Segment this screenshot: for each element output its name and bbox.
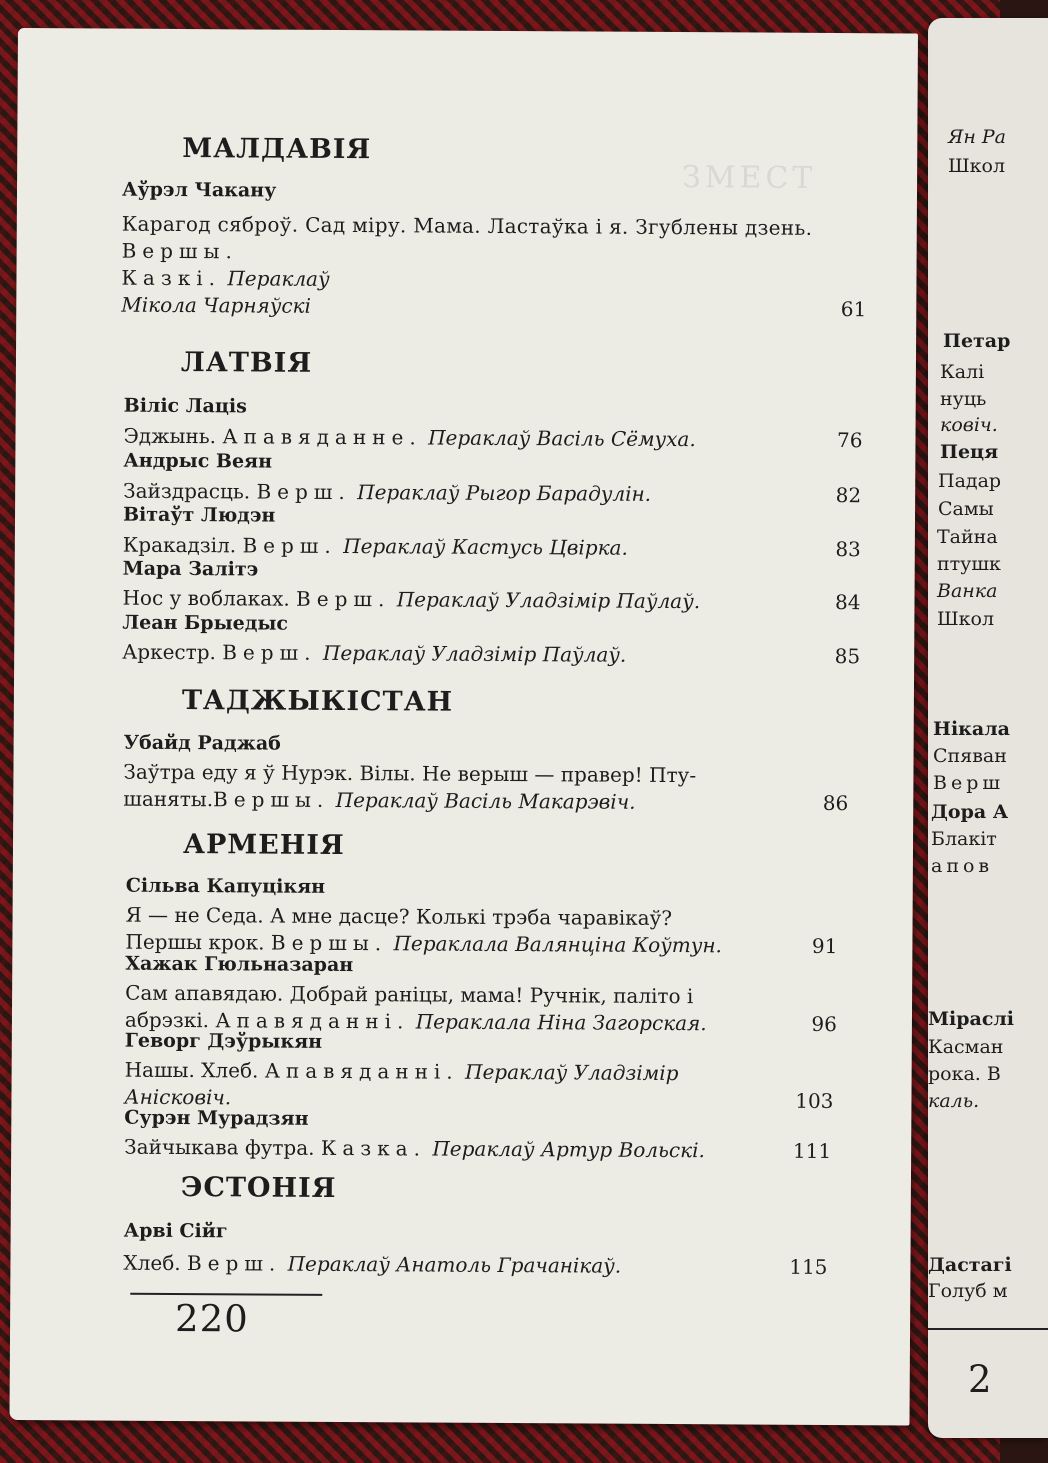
facing-line: Міраслі (928, 1008, 1015, 1030)
author-name: Геворг Дэўрыкян (124, 1029, 323, 1053)
page-number: 220 (174, 1296, 249, 1341)
entry-line: Аркестр. Верш. Пераклаў Уладзімір Паўлаў. (122, 639, 627, 667)
author-name: Леан Брыедыс (122, 611, 289, 635)
author-name: Мара Залітэ (122, 557, 259, 581)
facing-line: Школ (937, 608, 995, 630)
page-ref: 115 (789, 1254, 828, 1279)
facing-line: Калі (940, 361, 985, 383)
facing-line: Голуб м (928, 1280, 1008, 1302)
facing-line: Нікала (933, 718, 1010, 740)
entry-line: Нашы. Хлеб. Апавяданні. Пераклаў Уладзімір (124, 1057, 679, 1086)
entry-line: Мікола Чарняўскі (121, 292, 312, 318)
show-through-header: ЗМЕСТ (681, 160, 817, 196)
entry-line: Нос у воблаках. Верш. Пераклаў Уладзімір Паўлаў. (122, 585, 701, 614)
entry-line: Зайчыкава футра. Казка. Пераклаў Артур Вольскі. (124, 1134, 705, 1163)
facing-line: Дора А (931, 801, 1009, 823)
facing-rule (928, 1328, 1048, 1330)
author-name: Андрыс Веян (123, 449, 273, 473)
facing-line: Спяван (933, 745, 1007, 767)
page-ref: 61 (840, 297, 867, 322)
facing-line: Блакіт (931, 828, 997, 850)
entry-line: Эджынь. Апавяданне. Пераклаў Васіль Сёмуха. (123, 423, 696, 452)
book-page (9, 28, 917, 1425)
facing-line: Пеця (940, 441, 999, 463)
page-ref: 85 (834, 644, 861, 669)
facing-line: Верш (933, 772, 1005, 794)
table-of-contents (9, 28, 917, 1425)
author-name: Хажак Гюльназаран (125, 952, 354, 977)
entry-line: Казкі. Пераклаў (121, 265, 330, 291)
entry-line: Хлеб. Верш. Пераклаў Анатоль Грачанікаў. (123, 1250, 622, 1278)
facing-line: Школ (948, 155, 1006, 177)
facing-page-number: 2 (968, 1358, 992, 1401)
entry-line: Заўтра еду я ў Нурэк. Вілы. Не верыш — правер! Пту- (123, 759, 697, 788)
entry-line: шаняты.Вершы. Пераклаў Васіль Макарэвіч. (123, 786, 636, 814)
page-ref: 82 (835, 483, 862, 508)
facing-line: Петар (943, 330, 1011, 352)
page-ref: 83 (835, 537, 861, 562)
country-heading: АРМЕНІЯ (182, 829, 345, 862)
facing-page (928, 18, 1048, 1438)
facing-line: Самы (938, 498, 994, 520)
author-name: Вітаўт Людэн (122, 503, 276, 527)
page-ref: 96 (811, 1011, 838, 1037)
author-name: Сурэн Мурадзян (124, 1106, 309, 1130)
author-name: Убайд Раджаб (123, 731, 281, 755)
author-name: Арві Сійг (123, 1219, 228, 1243)
entry-line: Я — не Седа. А мне дасце? Колькі трэба чаравікаў? (125, 902, 673, 931)
country-heading: ТАДЖЫКІСТАН (181, 685, 454, 718)
entry-line: Аніскoвіч. (124, 1084, 232, 1110)
entry-line: Сам апавядаю. Добрай раніцы, мама! Ручнік, паліто і (125, 980, 694, 1009)
facing-line: Ян Ра (948, 126, 1007, 148)
page-ref: 91 (811, 933, 838, 959)
entry-line: Першы крок. Вершы. Пераклала Валянціна Коўтун. (125, 929, 722, 958)
page-ref: 76 (836, 428, 863, 453)
facing-line: Падар (938, 470, 1002, 492)
footer-rule (130, 1293, 322, 1296)
author-name: Аўрэл Чакану (121, 178, 277, 202)
facing-line: ковіч. (940, 414, 998, 436)
country-heading: ЛАТВІЯ (180, 347, 313, 379)
facing-line: Тайна (937, 526, 998, 548)
page-ref: 86 (822, 790, 849, 816)
facing-line: апов (931, 855, 994, 877)
facing-line: рока. В (928, 1063, 1001, 1085)
facing-line: птушк (937, 553, 1001, 575)
entry-line: Зайздрасць. Верш. Пераклаў Рыгор Барадулін. (123, 478, 652, 506)
facing-line: Ванка (937, 580, 998, 602)
page-ref: 111 (792, 1138, 832, 1163)
facing-line: нуць (940, 388, 987, 410)
author-name: Віліс Лацis (123, 394, 247, 418)
entry-line: Кракадзіл. Верш. Пераклаў Кастусь Цвірка. (122, 532, 628, 560)
facing-line: Касман (928, 1036, 1004, 1058)
facing-line: Дастагі (928, 1254, 1012, 1276)
entry-line: Карагод сяброў. Сад міру. Мама. Ластаўка і я. Згублены дзень. (121, 211, 813, 240)
country-heading: МАЛДАВІЯ (182, 133, 372, 166)
facing-line: каль. (928, 1090, 980, 1112)
entry-line: Вершы. (121, 238, 238, 264)
page-ref: 103 (795, 1088, 834, 1114)
entry-line: абрэзкі. Апавяданні. Пераклала Ніна Загорская. (124, 1007, 707, 1036)
country-heading: ЭСТОНІЯ (180, 1172, 337, 1204)
author-name: Сільва Капуцікян (125, 874, 326, 898)
page-ref: 84 (834, 590, 861, 615)
